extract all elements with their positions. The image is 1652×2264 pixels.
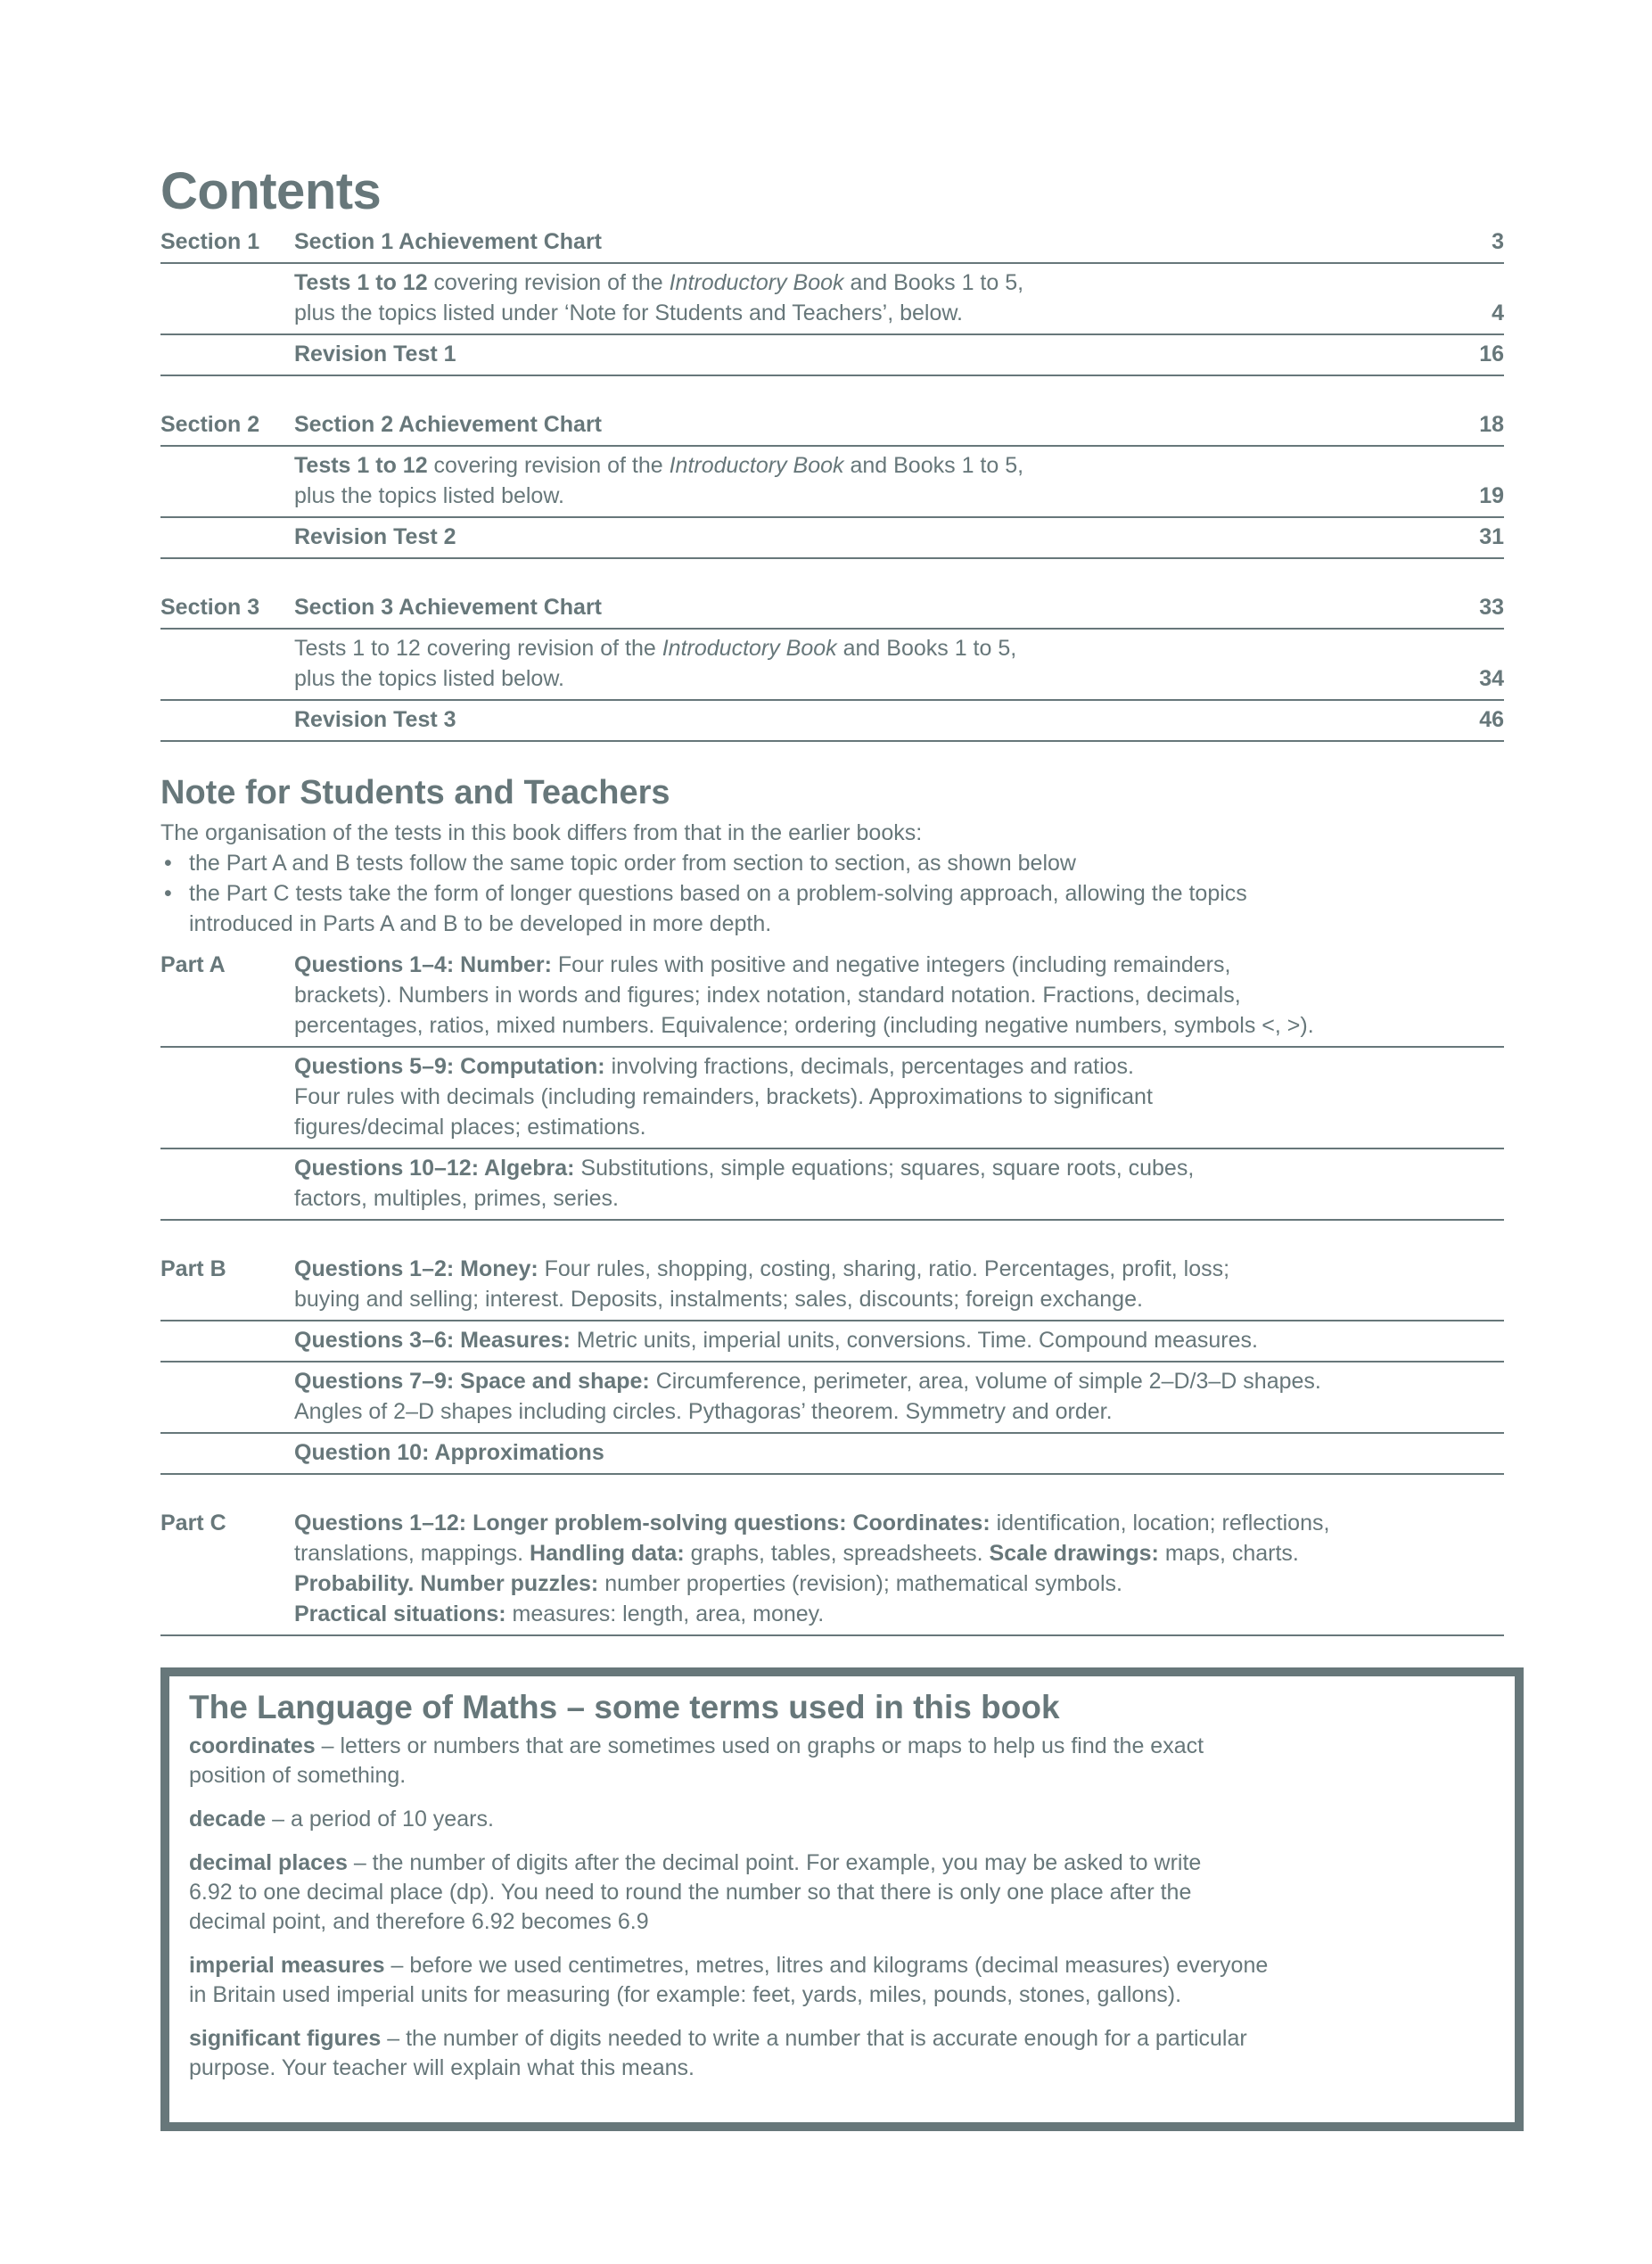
text-line [189, 1732, 1515, 1761]
bold-text: Section 1 Achievement Chart [294, 229, 603, 254]
row-label: Section 3 [160, 595, 260, 620]
row-group [160, 946, 1504, 1221]
bullet-item [160, 878, 1504, 939]
bold-text: Question 10: Approximations [294, 1440, 604, 1465]
text-line [294, 298, 1492, 328]
glossary-entry [189, 1951, 1515, 2010]
text-segment: percentages, ratios, mixed numbers. Equivalence; ordering (including negative numbers, symbols <, >). [294, 1013, 1314, 1038]
page-number: 3 [1492, 229, 1504, 254]
text-line [294, 704, 1479, 735]
row-text [294, 409, 1479, 440]
text-segment: factors, multiples, primes, series. [294, 1186, 619, 1211]
text-line [294, 1325, 1504, 1355]
page-number: 31 [1479, 524, 1504, 549]
row-text [294, 1051, 1504, 1142]
text-segment: in Britain used imperial units for measuring (for example: feet, yards, miles, pounds, stones, gallons). [189, 1982, 1182, 2007]
page-content [160, 161, 1504, 1666]
text-line [189, 1951, 1515, 1980]
text-line [189, 1761, 1515, 1791]
row-text [294, 1153, 1504, 1214]
text-line [294, 950, 1504, 980]
table-row [160, 335, 1504, 376]
row-label: Section 1 [160, 229, 260, 254]
bold-text: decimal places [189, 1850, 348, 1875]
table-row [160, 1434, 1504, 1475]
note-heading: Note for Students and Teachers [160, 774, 670, 811]
contents-title: Contents [160, 162, 382, 220]
bold-text: Section 2 Achievement Chart [294, 412, 603, 437]
text-line [294, 409, 1479, 440]
row-text [294, 450, 1479, 511]
row-label: Part A [160, 952, 226, 977]
row-group [160, 406, 1504, 559]
text-segment: covering revision of the [427, 270, 670, 295]
text-line [294, 1396, 1504, 1427]
row-text [294, 633, 1479, 694]
text-segment: covering revision of the [427, 453, 670, 478]
bold-text: Revision Test 2 [294, 524, 456, 549]
text-line [294, 339, 1479, 369]
row-label: Part B [160, 1256, 226, 1281]
text-segment: and Books 1 to 5, [836, 636, 1017, 661]
text-line [294, 1051, 1504, 1082]
text-segment: decimal point, and therefore 6.92 becomes 6.9 [189, 1909, 649, 1934]
text-line [294, 1284, 1504, 1314]
row-group [160, 1504, 1504, 1636]
text-segment: Tests 1 to 12 covering revision of the [294, 636, 662, 661]
row-group [160, 589, 1504, 742]
text-line [294, 226, 1492, 257]
text-line [294, 268, 1492, 298]
text-line [294, 1112, 1504, 1142]
glossary-box [160, 1667, 1524, 2131]
text-segment: – the number of digits needed to write a number that is accurate enough for a particular [381, 2026, 1247, 2051]
text-segment: – letters or numbers that are sometimes used on graphs or maps to help us find the exact [315, 1733, 1204, 1758]
note-bullets [160, 848, 1504, 939]
text-segment: and Books 1 to 5, [843, 270, 1024, 295]
table-row [160, 1504, 1504, 1636]
text-segment: 6.92 to one decimal place (dp). You need to round the number so that there is only one place after the [189, 1880, 1192, 1905]
text-segment: involving fractions, decimals, percentages and ratios. [604, 1054, 1134, 1079]
table-row [160, 1149, 1504, 1221]
text-segment: number properties (revision); mathematical symbols. [598, 1571, 1122, 1596]
row-text [294, 522, 1479, 552]
table-row [160, 1363, 1504, 1434]
row-text [294, 592, 1479, 622]
text-segment: plus the topics listed under ‘Note for Students and Teachers’, below. [294, 300, 963, 325]
bold-text: Scale drawings: [989, 1541, 1159, 1566]
row-text [294, 1366, 1504, 1427]
bold-text: Questions 3–6: Measures: [294, 1328, 571, 1353]
italic-text: Introductory Book [662, 636, 837, 661]
text-segment: identification, location; reflections, [990, 1511, 1330, 1535]
text-segment: plus the topics listed below. [294, 483, 564, 508]
text-line: introduced in Parts A and B to be developed in more depth. [189, 911, 772, 936]
row-text [294, 1254, 1504, 1314]
glossary-entries [189, 1732, 1515, 2083]
glossary-entry [189, 1805, 1515, 1834]
row-text [294, 1325, 1504, 1355]
text-line [294, 1010, 1504, 1041]
text-segment: buying and selling; interest. Deposits, instalments; sales, discounts; foreign exchange. [294, 1287, 1143, 1312]
row-group [160, 223, 1504, 376]
bold-text: significant figures [189, 2026, 382, 2051]
page-number: 33 [1479, 595, 1504, 620]
glossary-entry [189, 2024, 1515, 2083]
italic-text: Introductory Book [669, 453, 844, 478]
text-line [294, 1183, 1504, 1214]
row-text [294, 268, 1492, 328]
text-segment: purpose. Your teacher will explain what this means. [189, 2055, 694, 2080]
text-line [294, 980, 1504, 1010]
text-line [294, 1568, 1504, 1599]
text-segment: and Books 1 to 5, [843, 453, 1024, 478]
text-line: the Part C tests take the form of longer questions based on a problem-solving approach, allowing the topics [189, 881, 1247, 906]
text-line [294, 522, 1479, 552]
italic-text: Introductory Book [669, 270, 844, 295]
text-segment: Four rules with positive and negative integers (including remainders, [551, 952, 1231, 977]
text-line [294, 450, 1479, 481]
contents-table [160, 223, 1504, 742]
text-segment: plus the topics listed below. [294, 666, 564, 691]
row-label: Section 2 [160, 412, 260, 437]
table-row [160, 1321, 1504, 1363]
glossary-entry [189, 1848, 1515, 1937]
bold-text: Revision Test 3 [294, 707, 456, 732]
row-text [294, 1437, 1504, 1468]
bullet-icon: • [164, 851, 172, 876]
text-segment: Metric units, imperial units, conversions. Time. Compound measures. [570, 1328, 1258, 1353]
text-line [294, 1366, 1504, 1396]
bold-text: Revision Test 1 [294, 342, 456, 366]
bold-text: Practical situations: [294, 1601, 506, 1626]
bold-text: Section 3 Achievement Chart [294, 595, 603, 620]
text-segment: maps, charts. [1158, 1541, 1299, 1566]
table-row [160, 264, 1504, 335]
text-segment: Four rules, shopping, costing, sharing, ratio. Percentages, profit, loss; [538, 1256, 1230, 1281]
bold-text: Questions 10–12: Algebra: [294, 1156, 575, 1181]
text-segment: Substitutions, simple equations; squares, square roots, cubes, [574, 1156, 1195, 1181]
bold-text: Tests 1 to 12 [294, 270, 428, 295]
text-segment: measures: length, area, money. [505, 1601, 825, 1626]
row-text [294, 950, 1504, 1041]
text-segment: graphs, tables, spreadsheets. [684, 1541, 990, 1566]
table-row [160, 223, 1504, 264]
text-line [189, 2024, 1515, 2054]
table-row [160, 589, 1504, 630]
text-segment: Four rules with decimals (including remainders, brackets). Approximations to significant [294, 1084, 1153, 1109]
text-segment: – the number of digits after the decimal point. For example, you may be asked to write [347, 1850, 1202, 1875]
table-row [160, 518, 1504, 559]
text-line [189, 1878, 1515, 1907]
text-line [294, 1508, 1504, 1538]
text-line [189, 1980, 1515, 2010]
text-segment: Circumference, perimeter, area, volume of simple 2–D/3–D shapes. [649, 1369, 1321, 1394]
table-row [160, 630, 1504, 701]
note-intro: The organisation of the tests in this book differs from that in the earlier books: [160, 820, 923, 845]
bold-text: Probability. Number puzzles: [294, 1571, 599, 1596]
text-line [294, 1254, 1504, 1284]
text-segment: position of something. [189, 1763, 407, 1788]
bullet-item [160, 848, 1504, 878]
text-line [294, 1599, 1504, 1629]
text-line [294, 663, 1479, 694]
table-row [160, 701, 1504, 742]
bullet-icon: • [164, 881, 172, 906]
bold-text: Questions 1–4: Number: [294, 952, 552, 977]
page-number: 18 [1479, 412, 1504, 437]
text-line [294, 592, 1479, 622]
text-line [294, 633, 1479, 663]
table-row [160, 1048, 1504, 1149]
glossary-title: The Language of Maths – some terms used in this book [189, 1689, 1060, 1725]
text-segment: translations, mappings. [294, 1541, 530, 1566]
page-number: 19 [1479, 483, 1504, 508]
page-number: 16 [1479, 342, 1504, 366]
text-line [189, 1848, 1515, 1878]
parts-table [160, 946, 1504, 1636]
text-segment: brackets). Numbers in words and figures; index notation, standard notation. Fractions, decimals, [294, 983, 1241, 1008]
row-text [294, 1508, 1504, 1629]
text-segment: – a period of 10 years. [266, 1807, 494, 1832]
table-row [160, 1250, 1504, 1321]
text-segment: figures/decimal places; estimations. [294, 1115, 646, 1140]
bold-text: Questions 1–12: Longer problem-solving questions: Coordinates: [294, 1511, 990, 1535]
row-label: Part C [160, 1511, 226, 1535]
text-line [294, 481, 1479, 511]
text-line: the Part A and B tests follow the same topic order from section to section, as shown below [189, 851, 1076, 876]
row-text [294, 339, 1479, 369]
text-segment: Angles of 2–D shapes including circles. Pythagoras’ theorem. Symmetry and order. [294, 1399, 1113, 1424]
bold-text: Tests 1 to 12 [294, 453, 428, 478]
page-number: 4 [1492, 300, 1504, 325]
text-line [189, 2054, 1515, 2083]
page-number: 46 [1479, 707, 1504, 732]
table-row [160, 946, 1504, 1048]
page-number: 34 [1479, 666, 1504, 691]
table-row [160, 406, 1504, 447]
text-line [294, 1153, 1504, 1183]
bold-text: imperial measures [189, 1953, 385, 1978]
row-text [294, 226, 1492, 257]
bold-text: Questions 1–2: Money: [294, 1256, 538, 1281]
text-line [294, 1538, 1504, 1568]
table-row [160, 447, 1504, 518]
text-segment: – before we used centimetres, metres, litres and kilograms (decimal measures) everyone [384, 1953, 1269, 1978]
text-line [189, 1805, 1515, 1834]
bold-text: coordinates [189, 1733, 316, 1758]
text-line [294, 1082, 1504, 1112]
row-text [294, 704, 1479, 735]
bold-text: Questions 7–9: Space and shape: [294, 1369, 650, 1394]
text-line [189, 1907, 1515, 1937]
bold-text: Handling data: [530, 1541, 685, 1566]
text-line [294, 1437, 1504, 1468]
row-group [160, 1250, 1504, 1475]
bold-text: Questions 5–9: Computation: [294, 1054, 605, 1079]
glossary-entry [189, 1732, 1515, 1791]
bold-text: decade [189, 1807, 267, 1832]
